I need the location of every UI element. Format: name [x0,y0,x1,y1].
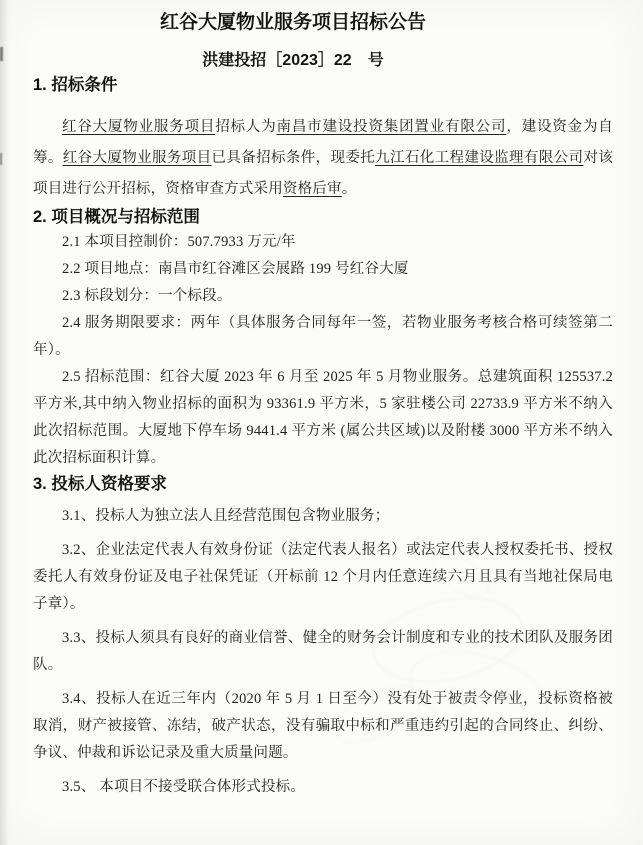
section-1-heading: 1. 招标条件 [33,76,118,94]
underlined-project-name: 红谷大厦物业服务项目 [62,150,212,166]
clause-2-5: 2.5 招标范围：红谷大厦 2023 年 6 月至 2025 年 5 月物业服务。总建筑面积 125537.2 平方米,其中纳入物业招标的面积为 93361.9 平方米，5 家驻楼公司 22733.9 平方米不纳入此次招标范围。大厦地下停车场 9441.4 平方米 (属公共区域)以及附楼 3000 平方米不纳入此次招标面积计算。 [33,369,613,466]
underlined-tenderer-name: 南昌市建设投资集团置业有限公司 [276,119,507,135]
text-segment: ，建设资金为自筹。 [33,119,614,166]
clause-2-4: 2.4 服务期限要求：两年（具体服务合同每年一签，若物业服务考核合格可续签第二年）。 [33,315,613,358]
scan-edge-mark [0,153,2,165]
doc-number: 洪建投招［2023］22 号 [202,52,384,69]
text-segment: 对该项目进行公开招标，资格审查方式采用 [33,150,614,197]
doc-title: 红谷大厦物业服务项目招标公告 [159,12,426,33]
clause-2-3: 2.3 标段划分：一个标段。 [62,288,232,304]
text-segment: 招标人为 [215,119,277,135]
clause-2-2: 2.2 项目地点：南昌市红谷滩区会展路 199 号红谷大厦 [62,261,409,277]
clause-2-1: 2.1 本项目控制价：507.7933 万元/年 [62,234,296,250]
text-segment: 。 [341,181,357,197]
underlined-agency-name: 九江石化工程建设监理有限公司 [375,150,584,166]
underlined-review-method: 资格后审 [282,181,342,197]
clause-3-1: 3.1、投标人为独立法人且经营范围包含物业服务； [62,508,390,524]
scan-edge-mark [0,47,3,61]
underlined-project-name: 红谷大厦物业服务项目 [62,119,216,135]
section-3-heading: 3. 投标人资格要求 [33,475,167,493]
section-2-heading: 2. 项目概况与招标范围 [33,208,200,226]
clause-3-5: 3.5、 本项目不接受联合体形式投标。 [62,779,306,795]
clause-3-2: 3.2、企业法定代表人有效身份证（法定代表人报名）或法定代表人授权委托书、授权委托人有效身份证及电子社保凭证（开标前 12 个月内任意连续六月且具有当地社保局电子章）。 [33,542,613,612]
clause-3-3: 3.3、投标人须具有良好的商业信誉、健全的财务会计制度和专业的技术团队及服务团队。 [33,630,613,673]
clause-3-4: 3.4、投标人在近三年内（2020 年 5 月 1 日至今）没有处于被责令停业，投标资格被取消，财产被接管、冻结，破产状态，没有骗取中标和严重违约引起的合同终止、纠纷、争议、仲裁和诉讼记录及重大质量问题。 [33,691,613,761]
text-segment: 已具备招标条件，现委托 [211,150,376,166]
section-1-paragraph [33,112,613,205]
